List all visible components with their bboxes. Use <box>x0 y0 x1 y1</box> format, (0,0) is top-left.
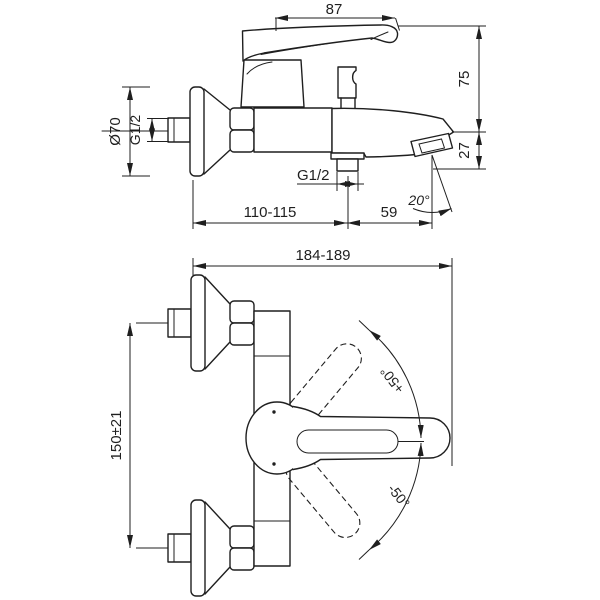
dim-text-g12-bottom: G1/2 <box>297 167 330 184</box>
inlet-pipe-body <box>168 309 191 337</box>
dim-text-g12-left: G1/2 <box>127 114 143 146</box>
outlet-thread-body <box>337 159 358 171</box>
hex-nut-front <box>230 108 254 152</box>
dim-text-110-115: 110-115 <box>243 204 297 221</box>
dim-text-plus50: +50° <box>376 363 408 397</box>
dim-text-59: 59 <box>380 204 398 221</box>
flange-cone-top-edge <box>204 89 230 110</box>
dim-text-87: 87 <box>325 1 343 18</box>
dim-text-150: 150±21 <box>108 410 125 461</box>
inlet-pipe-body <box>168 118 190 142</box>
inlet-pipe-body <box>168 534 191 562</box>
dimension-inlet-thread <box>127 115 169 146</box>
flange-face <box>191 500 205 596</box>
flange-cone-bottom-edge <box>204 150 230 174</box>
mixer-body-tube <box>254 108 332 152</box>
cartridge-housing <box>241 60 304 107</box>
hex-nut-upper-flat <box>230 108 254 130</box>
outlet-flange <box>331 153 364 159</box>
lever-outline <box>243 25 398 61</box>
lever-fill <box>293 407 450 470</box>
inlet-assembly-bottom <box>168 500 254 596</box>
dim-text-20deg: 20° <box>408 192 430 208</box>
handle-lever-front <box>243 25 398 61</box>
inlet-pipe-front <box>168 118 190 142</box>
flange-cone-edge <box>205 277 230 304</box>
dome-dot-top <box>272 410 275 413</box>
dim-text-27: 27 <box>456 142 473 159</box>
angle-slanted-leg <box>432 155 452 212</box>
plan-view <box>108 247 452 596</box>
spout <box>332 108 454 157</box>
inlet-assembly-top <box>168 275 254 371</box>
arc-stub-top <box>359 321 369 331</box>
arc-stub-bottom <box>359 550 369 560</box>
cartridge-body <box>241 60 304 107</box>
dimension-spout-angle <box>407 155 452 229</box>
dimension-inlet-spacing <box>108 323 168 548</box>
hex-nut-flat <box>230 323 254 345</box>
dim-text-dia70: Ø70 <box>107 117 124 146</box>
hex-nut-flat <box>230 548 254 570</box>
dim-text-minus50: -50° <box>384 480 414 512</box>
flange-cone-edge <box>205 502 230 529</box>
flange-cone-edge <box>205 567 230 594</box>
dim-text-75: 75 <box>456 70 473 88</box>
hex-nut-flat <box>230 301 254 323</box>
shower-outlet <box>331 153 364 171</box>
diverter-knob-body <box>338 67 356 98</box>
flange-face <box>190 87 204 176</box>
front-view <box>102 1 486 229</box>
diverter-knob <box>338 67 356 109</box>
dim-text-184-189: 184-189 <box>295 247 351 264</box>
dome-dot-bottom <box>272 462 275 465</box>
flange-face <box>191 275 205 371</box>
hex-nut-flat <box>230 526 254 548</box>
wall-flange-front <box>190 87 230 176</box>
flange-cone-edge <box>205 342 230 369</box>
hex-nut-lower-flat <box>230 130 254 152</box>
handle-lever-plan <box>293 407 450 470</box>
